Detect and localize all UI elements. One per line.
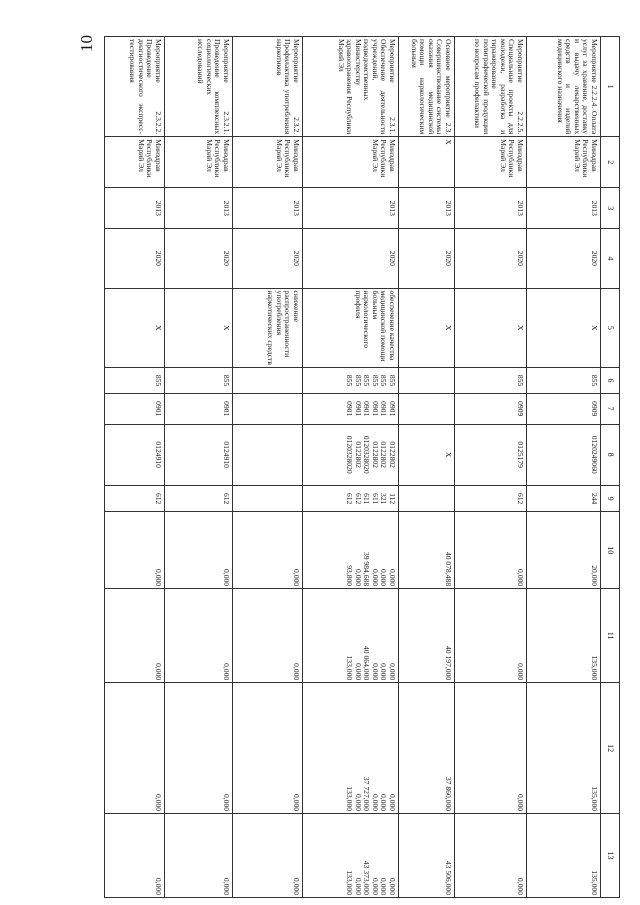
cell-c8 bbox=[303, 424, 399, 485]
cell-line: 43 373,000 bbox=[362, 860, 372, 895]
cell-line: 0,000 bbox=[371, 793, 380, 812]
cell-line: 0122802 bbox=[388, 441, 397, 468]
cell-line: 855 bbox=[516, 374, 525, 387]
cell-line: 0122802 bbox=[379, 441, 389, 468]
cell-line: 855 bbox=[590, 374, 599, 387]
cell-c11 bbox=[527, 589, 601, 683]
header-cell: 13 bbox=[601, 814, 620, 898]
cell-c6 bbox=[165, 368, 233, 394]
cell-line: 0,000 bbox=[354, 877, 363, 895]
cell-line: 0,000 bbox=[379, 663, 389, 681]
cell-c2: Минздрав Республики Марий Эл bbox=[455, 137, 527, 188]
cell-c4: 2020 bbox=[399, 229, 455, 288]
cell-line: 0,000 bbox=[371, 663, 380, 681]
header-cell: 5 bbox=[601, 288, 620, 368]
cell-line: 855 bbox=[154, 374, 163, 387]
cell-c10 bbox=[165, 512, 233, 589]
cell-line: 855 bbox=[371, 374, 380, 387]
cell-c7 bbox=[105, 393, 165, 424]
header-cell: 2 bbox=[601, 137, 620, 188]
cell-c7 bbox=[399, 393, 455, 424]
cell-c6 bbox=[455, 368, 527, 394]
cell-line: 112 bbox=[388, 493, 397, 505]
header-cell: 11 bbox=[601, 589, 620, 683]
cell-line: 0,000 bbox=[371, 569, 380, 587]
cell-c8 bbox=[455, 424, 527, 485]
cell-line: 855 bbox=[379, 374, 389, 387]
cell-c8 bbox=[165, 424, 233, 485]
cell-c11 bbox=[303, 589, 399, 683]
cell-c2: Минздрав Республики Марий Эл bbox=[303, 137, 399, 188]
table-row bbox=[399, 37, 455, 898]
cell-line: 0901 bbox=[354, 401, 363, 417]
cell-c13 bbox=[233, 814, 303, 898]
cell-c3: 2013 bbox=[399, 188, 455, 229]
cell-line: 0,000 bbox=[354, 569, 363, 587]
cell-c2: Минздрав Республики Марий Эл bbox=[233, 137, 303, 188]
page-number: 10 bbox=[77, 35, 96, 52]
cell-c3: 2013 bbox=[527, 188, 601, 229]
cell-line: 0,000 bbox=[516, 569, 525, 587]
cell-c9 bbox=[303, 485, 399, 512]
cell-c5: X bbox=[105, 288, 165, 368]
cell-c1: Мероприятие 2.3.2.2. Проведение диагностического экспресс-тестирования bbox=[105, 37, 165, 137]
cell-c10 bbox=[527, 512, 601, 589]
cell-line: 0901 bbox=[362, 401, 372, 417]
table-row bbox=[527, 37, 601, 898]
cell-c12 bbox=[399, 683, 455, 814]
cell-line: 0901 bbox=[371, 401, 380, 417]
cell-line: 0124910 bbox=[154, 441, 163, 468]
table-row bbox=[233, 37, 303, 898]
cell-c12 bbox=[527, 683, 601, 814]
cell-line: 40 078,488 bbox=[444, 551, 453, 587]
cell-c10 bbox=[455, 512, 527, 589]
cell-line: 0,000 bbox=[154, 569, 163, 587]
cell-line: 0,000 bbox=[388, 877, 397, 895]
cell-line: 40 064,000 bbox=[362, 646, 372, 681]
cell-c7 bbox=[233, 393, 303, 424]
cell-c4: 2020 bbox=[105, 229, 165, 288]
cell-c10 bbox=[105, 512, 165, 589]
cell-c8 bbox=[105, 424, 165, 485]
header-cell: 1 bbox=[601, 37, 620, 137]
cell-c4: 2020 bbox=[165, 229, 233, 288]
cell-c12 bbox=[455, 683, 527, 814]
cell-line: 133,000 bbox=[345, 655, 355, 681]
header-cell: 10 bbox=[601, 512, 620, 589]
cell-c11 bbox=[165, 589, 233, 683]
cell-line: 612 bbox=[222, 492, 231, 505]
header-cell: 9 bbox=[601, 485, 620, 512]
cell-c4: 2020 bbox=[527, 229, 601, 288]
cell-c9 bbox=[399, 485, 455, 512]
cell-c12 bbox=[233, 683, 303, 814]
cell-line: X bbox=[444, 451, 453, 458]
header-row bbox=[601, 37, 620, 898]
cell-line: 0,000 bbox=[154, 793, 163, 812]
cell-line: 0,000 bbox=[379, 877, 389, 895]
cell-line: 244 bbox=[590, 492, 599, 505]
cell-line: 855 bbox=[354, 374, 363, 387]
cell-line: 135,000 bbox=[590, 655, 599, 681]
cell-c5: обеспечение качества медицинской помощи больным наркологического профиля bbox=[303, 288, 399, 368]
cell-c13 bbox=[455, 814, 527, 898]
cell-c4: 2020 bbox=[303, 229, 399, 288]
cell-c13 bbox=[165, 814, 233, 898]
cell-line: 0901 bbox=[379, 401, 389, 417]
cell-line: 0901 bbox=[345, 401, 355, 417]
cell-c4: 2020 bbox=[233, 229, 303, 288]
cell-line: 0,000 bbox=[388, 793, 397, 812]
cell-line: 0,000 bbox=[292, 793, 301, 812]
cell-line: 0,000 bbox=[154, 877, 163, 895]
cell-line: 612 bbox=[354, 492, 363, 505]
cell-c3: 2013 bbox=[165, 188, 233, 229]
header-cell: 12 bbox=[601, 683, 620, 814]
cell-line: 855 bbox=[362, 374, 372, 387]
table-row bbox=[105, 37, 165, 898]
cell-line: 0,000 bbox=[516, 663, 525, 681]
cell-line: 133,000 bbox=[345, 786, 355, 812]
cell-c10 bbox=[303, 512, 399, 589]
cell-c1: Мероприятие 2.2.2.5. Специальные проекты для молодежи, разработка и тиражирование полиграфической продукции по вопросам профилактики bbox=[455, 37, 527, 137]
cell-line: 0,000 bbox=[354, 793, 363, 812]
cell-line: 0,000 bbox=[222, 569, 231, 587]
cell-line: 0122802 bbox=[371, 441, 380, 468]
cell-line: 0,000 bbox=[516, 793, 525, 812]
cell-line: 0901 bbox=[388, 401, 397, 417]
cell-c13 bbox=[105, 814, 165, 898]
cell-c5: снижение распространенности употребления наркотических средств bbox=[233, 288, 303, 368]
cell-c13 bbox=[303, 814, 399, 898]
cell-line: 321 bbox=[379, 492, 389, 505]
cell-line: 0,000 bbox=[154, 663, 163, 681]
cell-c12 bbox=[165, 683, 233, 814]
cell-c9 bbox=[527, 485, 601, 512]
cell-line: 0,000 bbox=[379, 793, 389, 812]
cell-line: 43 506,000 bbox=[444, 860, 453, 895]
cell-line: 0,000 bbox=[222, 663, 231, 681]
table-row bbox=[455, 37, 527, 898]
cell-line: 39 984,688 bbox=[362, 551, 372, 587]
table-row bbox=[303, 37, 399, 898]
cell-line: 0,000 bbox=[379, 569, 389, 587]
cell-c3: 2013 bbox=[303, 188, 399, 229]
cell-line: 37 727,000 bbox=[362, 776, 372, 812]
cell-line: 0,000 bbox=[388, 663, 397, 681]
cell-c8 bbox=[399, 424, 455, 485]
cell-line: 0901 bbox=[222, 401, 231, 417]
cell-c13 bbox=[399, 814, 455, 898]
cell-c3: 2013 bbox=[105, 188, 165, 229]
cell-c2: Минздрав Республики Марий Эл bbox=[527, 137, 601, 188]
cell-line: 855 bbox=[222, 374, 231, 387]
cell-line: 20,000 bbox=[590, 565, 599, 587]
cell-c11 bbox=[105, 589, 165, 683]
cell-c6 bbox=[399, 368, 455, 394]
cell-line: 40 197,000 bbox=[444, 646, 453, 681]
cell-line: 0,000 bbox=[388, 569, 397, 587]
cell-c10 bbox=[399, 512, 455, 589]
cell-line: 0,000 bbox=[292, 663, 301, 681]
cell-c1: Мероприятие 2.2.2.4. Оплата услуг за хранение, доставку и выдачу лекарственных средств и изделий медицинского назначения bbox=[527, 37, 601, 137]
cell-line: 0,000 bbox=[371, 877, 380, 895]
cell-c9 bbox=[165, 485, 233, 512]
cell-c6 bbox=[233, 368, 303, 394]
cell-c9 bbox=[233, 485, 303, 512]
cell-line: 0909 bbox=[516, 401, 525, 417]
cell-line: 0124910 bbox=[222, 441, 231, 468]
cell-line: 0125179 bbox=[516, 441, 525, 468]
table-row bbox=[165, 37, 233, 898]
cell-c1: Мероприятие 2.3.1. Обеспечение деятельности учреждений, подведомственных Министерству здравоохранения Республики Марий Эл bbox=[303, 37, 399, 137]
cell-c9 bbox=[455, 485, 527, 512]
cell-c6 bbox=[105, 368, 165, 394]
rotated-page bbox=[110, 36, 620, 898]
cell-line: 611 bbox=[362, 493, 372, 505]
cell-c7 bbox=[527, 393, 601, 424]
cell-line: 37 860,000 bbox=[444, 776, 453, 812]
cell-line: 611 bbox=[371, 493, 380, 505]
cell-c4: 2020 bbox=[455, 229, 527, 288]
cell-line: 0,000 bbox=[354, 663, 363, 681]
header-cell: 4 bbox=[601, 229, 620, 288]
cell-c1: Основное мероприятие 2.3. Совершенствование системы оказания медицинской помощи наркологическим больным bbox=[399, 37, 455, 137]
cell-c9 bbox=[105, 485, 165, 512]
cell-c2: Минздрав Республики Марий Эл bbox=[105, 137, 165, 188]
cell-c12 bbox=[303, 683, 399, 814]
cell-c11 bbox=[233, 589, 303, 683]
cell-c5: X bbox=[527, 288, 601, 368]
cell-line: 0,000 bbox=[222, 793, 231, 812]
cell-c5: X bbox=[455, 288, 527, 368]
cell-c11 bbox=[455, 589, 527, 683]
cell-c6 bbox=[303, 368, 399, 394]
cell-c7 bbox=[303, 393, 399, 424]
cell-line: 855 bbox=[388, 374, 397, 387]
cell-line: 133,000 bbox=[345, 870, 355, 895]
cell-c2: X bbox=[399, 137, 455, 188]
cell-c3: 2013 bbox=[455, 188, 527, 229]
cell-c5: X bbox=[399, 288, 455, 368]
cell-line: 612 bbox=[516, 492, 525, 505]
cell-line: 135,000 bbox=[590, 870, 599, 895]
cell-line: 612 bbox=[154, 492, 163, 505]
cell-line: 0,000 bbox=[292, 569, 301, 587]
cell-line: 612 bbox=[345, 492, 355, 505]
cell-c11 bbox=[399, 589, 455, 683]
header-cell: 8 bbox=[601, 424, 620, 485]
cell-c1: Мероприятие 2.3.2.1. Проведение комплексных социологических исследований bbox=[165, 37, 233, 137]
cell-line: 0,000 bbox=[222, 877, 231, 895]
cell-line: 0,000 bbox=[516, 877, 525, 895]
cell-line: 0120328020 bbox=[362, 435, 372, 474]
cell-c8 bbox=[527, 424, 601, 485]
header-cell: 3 bbox=[601, 188, 620, 229]
header-cell: 6 bbox=[601, 368, 620, 394]
cell-line: 855 bbox=[345, 374, 355, 387]
cell-line: 0909 bbox=[590, 401, 599, 417]
header-cell: 7 bbox=[601, 393, 620, 424]
cell-line: 135,000 bbox=[590, 786, 599, 812]
cell-c13 bbox=[527, 814, 601, 898]
cell-line: 0901 bbox=[154, 401, 163, 417]
cell-line: 0120328020 bbox=[345, 435, 355, 474]
cell-c5: X bbox=[165, 288, 233, 368]
cell-line: 0120249060 bbox=[590, 435, 599, 474]
cell-c6 bbox=[527, 368, 601, 394]
cell-c3: 2013 bbox=[233, 188, 303, 229]
cell-line: 93,800 bbox=[345, 565, 355, 587]
cell-line: 0,000 bbox=[292, 877, 301, 895]
cell-c7 bbox=[455, 393, 527, 424]
cell-line: 0122802 bbox=[354, 441, 363, 468]
cell-c7 bbox=[165, 393, 233, 424]
cell-c2: Минздрав Республики Марий Эл bbox=[165, 137, 233, 188]
program-table bbox=[104, 36, 620, 898]
cell-c12 bbox=[105, 683, 165, 814]
cell-c1: Мероприятие 2.3.2. Профилактика употребления наркотиков bbox=[233, 37, 303, 137]
cell-c8 bbox=[233, 424, 303, 485]
cell-c10 bbox=[233, 512, 303, 589]
